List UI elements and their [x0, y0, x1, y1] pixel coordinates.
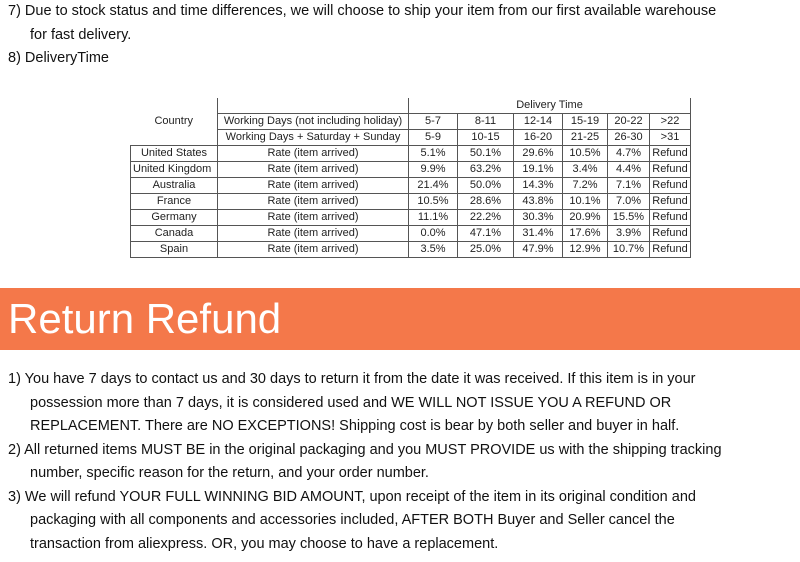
table-cell: 16-20: [514, 130, 563, 146]
table-cell: Refund: [650, 226, 691, 242]
rate-label-cell: Rate (item arrived): [218, 194, 409, 210]
policy-item-1-line-1: 1) You have 7 days to contact us and 30 days to return it from the date it was received. If this item is in your: [8, 371, 696, 387]
table-cell: 47.9%: [514, 242, 563, 258]
table-cell: 17.6%: [563, 226, 608, 242]
table-cell: 5-9: [409, 130, 458, 146]
delivery-time-title: Delivery Time: [409, 98, 691, 114]
country-header: Country: [131, 98, 218, 146]
delivery-time-table-wrapper: [130, 98, 691, 258]
table-cell: 19.1%: [514, 162, 563, 178]
table-cell: Refund: [650, 146, 691, 162]
table-cell: 20.9%: [563, 210, 608, 226]
country-cell: Australia: [131, 178, 218, 194]
country-cell: France: [131, 194, 218, 210]
table-cell: 5.1%: [409, 146, 458, 162]
note-item-8: 8) DeliveryTime: [8, 50, 109, 66]
table-cell: 7.2%: [563, 178, 608, 194]
rate-label-cell: Rate (item arrived): [218, 162, 409, 178]
country-cell: Spain: [131, 242, 218, 258]
table-cell: 3.5%: [409, 242, 458, 258]
rate-label-cell: Rate (item arrived): [218, 146, 409, 162]
table-cell: 14.3%: [514, 178, 563, 194]
rate-label-cell: Rate (item arrived): [218, 226, 409, 242]
table-cell: 22.2%: [458, 210, 514, 226]
saturday-days-label: Working Days + Saturday + Sunday: [218, 130, 409, 146]
table-cell: 29.6%: [514, 146, 563, 162]
return-refund-banner: [0, 288, 800, 350]
table-cell: 63.2%: [458, 162, 514, 178]
table-cell: 15.5%: [608, 210, 650, 226]
table-cell: Refund: [650, 178, 691, 194]
table-cell: 8-11: [458, 114, 514, 130]
rate-label-cell: Rate (item arrived): [218, 242, 409, 258]
table-row: [131, 162, 691, 178]
table-cell: Refund: [650, 210, 691, 226]
table-cell: Refund: [650, 242, 691, 258]
table-cell: 7.1%: [608, 178, 650, 194]
policy-item-3-line-2: packaging with all components and accessories included, AFTER BOTH Buyer and Seller cancel the: [30, 512, 675, 528]
table-cell: 9.9%: [409, 162, 458, 178]
table-cell: 47.1%: [458, 226, 514, 242]
note-item-7-line-2: for fast delivery.: [30, 26, 132, 43]
table-cell: 50.1%: [458, 146, 514, 162]
table-row: [131, 194, 691, 210]
table-cell: 20-22: [608, 114, 650, 130]
table-cell: 26-30: [608, 130, 650, 146]
table-cell: 0.0%: [409, 226, 458, 242]
table-header-row: [131, 98, 691, 114]
table-cell: 4.7%: [608, 146, 650, 162]
table-cell: 3.9%: [608, 226, 650, 242]
table-cell: 21.4%: [409, 178, 458, 194]
table-cell: 21-25: [563, 130, 608, 146]
table-cell: 25.0%: [458, 242, 514, 258]
table-cell: >31: [650, 130, 691, 146]
table-row: [131, 226, 691, 242]
table-cell: 31.4%: [514, 226, 563, 242]
table-cell: Refund: [650, 194, 691, 210]
table-row: [131, 178, 691, 194]
table-cell: 10.5%: [409, 194, 458, 210]
policy-item-1-line-2: possession more than 7 days, it is considered used and WE WILL NOT ISSUE YOU A REFUND OR: [30, 394, 672, 411]
table-row: [131, 242, 691, 258]
table-cell: 12-14: [514, 114, 563, 130]
return-refund-title: Return Refund: [8, 295, 282, 342]
policy-item-1-line-3: REPLACEMENT. There are NO EXCEPTIONS! Shipping cost is bear by both seller and buyer in half.: [30, 418, 680, 434]
table-cell: 30.3%: [514, 210, 563, 226]
table-cell: 10.1%: [563, 194, 608, 210]
table-row: [131, 210, 691, 226]
rate-label-cell: Rate (item arrived): [218, 210, 409, 226]
delivery-time-table: [130, 98, 691, 258]
table-cell: 15-19: [563, 114, 608, 130]
policy-item-2-line-1: 2) All returned items MUST BE in the original packaging and you MUST PROVIDE us with the shipping tracking: [8, 441, 722, 458]
table-cell: 50.0%: [458, 178, 514, 194]
table-cell: 10-15: [458, 130, 514, 146]
note-item-7-line-1: 7) Due to stock status and time differences, we will choose to ship your item from our first available warehouse: [8, 3, 717, 19]
country-cell: Canada: [131, 226, 218, 242]
table-cell: 5-7: [409, 114, 458, 130]
return-policy: [8, 368, 798, 556]
table-cell: Refund: [650, 162, 691, 178]
table-cell: 11.1%: [409, 210, 458, 226]
table-cell: 12.9%: [563, 242, 608, 258]
working-days-label: Working Days (not including holiday): [218, 114, 409, 130]
policy-item-2-line-2: number, specific reason for the return, and your order number.: [30, 465, 429, 481]
rate-label-cell: Rate (item arrived): [218, 178, 409, 194]
country-cell: United States: [131, 146, 218, 162]
policy-item-3-line-3: transaction from aliexpress. OR, you may choose to have a replacement.: [30, 535, 499, 552]
table-cell: 4.4%: [608, 162, 650, 178]
country-cell: Germany: [131, 210, 218, 226]
table-cell: 28.6%: [458, 194, 514, 210]
table-cell: 10.7%: [608, 242, 650, 258]
table-cell: >22: [650, 114, 691, 130]
table-row: [131, 146, 691, 162]
country-cell: United Kingdom: [131, 162, 218, 178]
table-cell: 7.0%: [608, 194, 650, 210]
table-cell: 10.5%: [563, 146, 608, 162]
policy-item-3-line-1: 3) We will refund YOUR FULL WINNING BID AMOUNT, upon receipt of the item in its original condition and: [8, 488, 696, 505]
table-cell: 43.8%: [514, 194, 563, 210]
shipping-notes: [8, 0, 798, 71]
table-cell: 3.4%: [563, 162, 608, 178]
